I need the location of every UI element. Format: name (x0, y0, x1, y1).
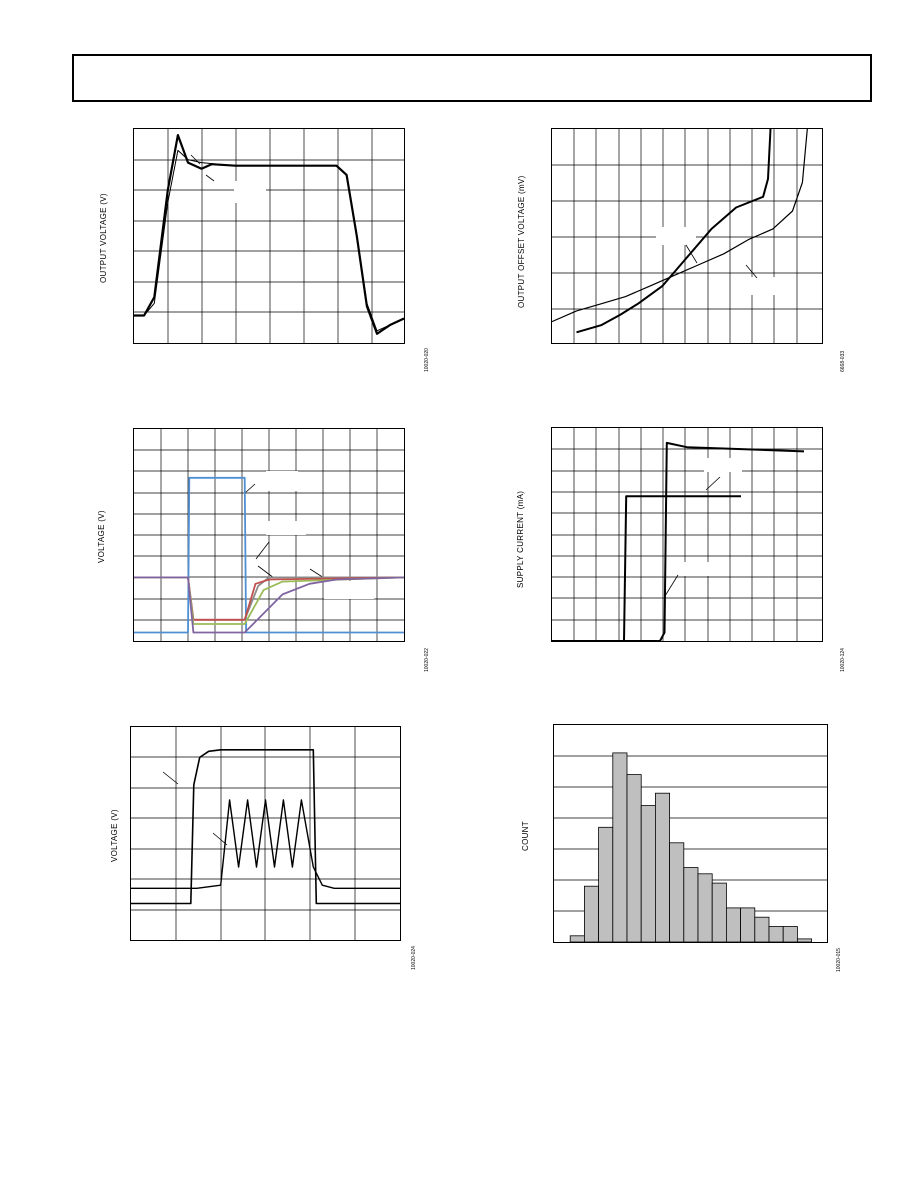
pulse-response-svg (134, 129, 404, 343)
callout-arrow (665, 575, 678, 596)
label-mask (704, 458, 742, 472)
y-axis-label: COUNT (521, 821, 530, 851)
overload-recovery-svg (134, 429, 404, 641)
figure-number: 6668-033 (840, 350, 846, 372)
figure-number: 10020-124 (840, 648, 846, 672)
histogram-bar (684, 868, 698, 942)
series-line-1 (134, 135, 404, 334)
label-mask (266, 471, 298, 491)
label-mask (324, 581, 374, 599)
histogram-bar (726, 908, 740, 942)
histogram-bar (599, 827, 613, 942)
figure-number: 10020-022 (424, 648, 430, 672)
callout-arrow (256, 542, 269, 559)
histogram-bar (741, 908, 755, 942)
y-axis-label: OUTPUT OFFSET VOLTAGE (mV) (517, 175, 526, 308)
noise-response-svg (131, 727, 400, 940)
label-mask (656, 227, 696, 245)
label-mask (736, 277, 776, 295)
grid (131, 727, 400, 940)
y-axis-label: VOLTAGE (V) (97, 510, 106, 563)
histogram-bar (655, 793, 669, 942)
histogram-bar (797, 939, 811, 942)
histogram-bar (769, 927, 783, 943)
pulse-response-plot (133, 128, 405, 344)
supply-current-plot (551, 427, 823, 642)
y-axis-label: OUTPUT VOLTAGE (V) (99, 193, 108, 283)
histogram-bar (698, 874, 712, 942)
callout-arrow (245, 484, 255, 493)
offset-voltage-plot (551, 128, 823, 344)
histogram-bar (670, 843, 684, 942)
series-line-2 (131, 800, 400, 888)
callout-arrow (258, 566, 274, 578)
figure-number: 10020-015 (836, 948, 842, 972)
label-mask (266, 521, 306, 535)
count-histogram-svg (554, 725, 827, 942)
page-header-box (72, 54, 872, 102)
histogram-bar (783, 927, 797, 943)
series-line-2 (134, 150, 404, 330)
histogram-bar (613, 753, 627, 942)
label-mask (676, 562, 716, 576)
label-mask (234, 181, 266, 203)
count-histogram-plot (553, 724, 828, 943)
noise-response-plot (130, 726, 401, 941)
histogram-bar (712, 883, 726, 942)
histogram-bar (755, 917, 769, 942)
overload-recovery-plot (133, 428, 405, 642)
figure-number: 10020-020 (424, 348, 430, 372)
series-line-2 (552, 443, 804, 641)
histogram-bar (641, 806, 655, 942)
supply-current-svg (552, 428, 822, 641)
grid (552, 428, 822, 641)
offset-voltage-svg (552, 129, 822, 343)
figure-number: 10020-024 (411, 946, 417, 970)
callout-arrow (206, 175, 214, 181)
series-line-1 (131, 750, 400, 904)
histogram-bar (627, 775, 641, 942)
callout-arrow (191, 155, 200, 164)
y-axis-label: SUPPLY CURRENT (mA) (516, 490, 525, 588)
histogram-bar (584, 886, 598, 942)
callout-arrow (746, 265, 757, 278)
y-axis-label: VOLTAGE (V) (110, 809, 119, 862)
grid (134, 129, 404, 343)
histogram-bar (570, 936, 584, 942)
